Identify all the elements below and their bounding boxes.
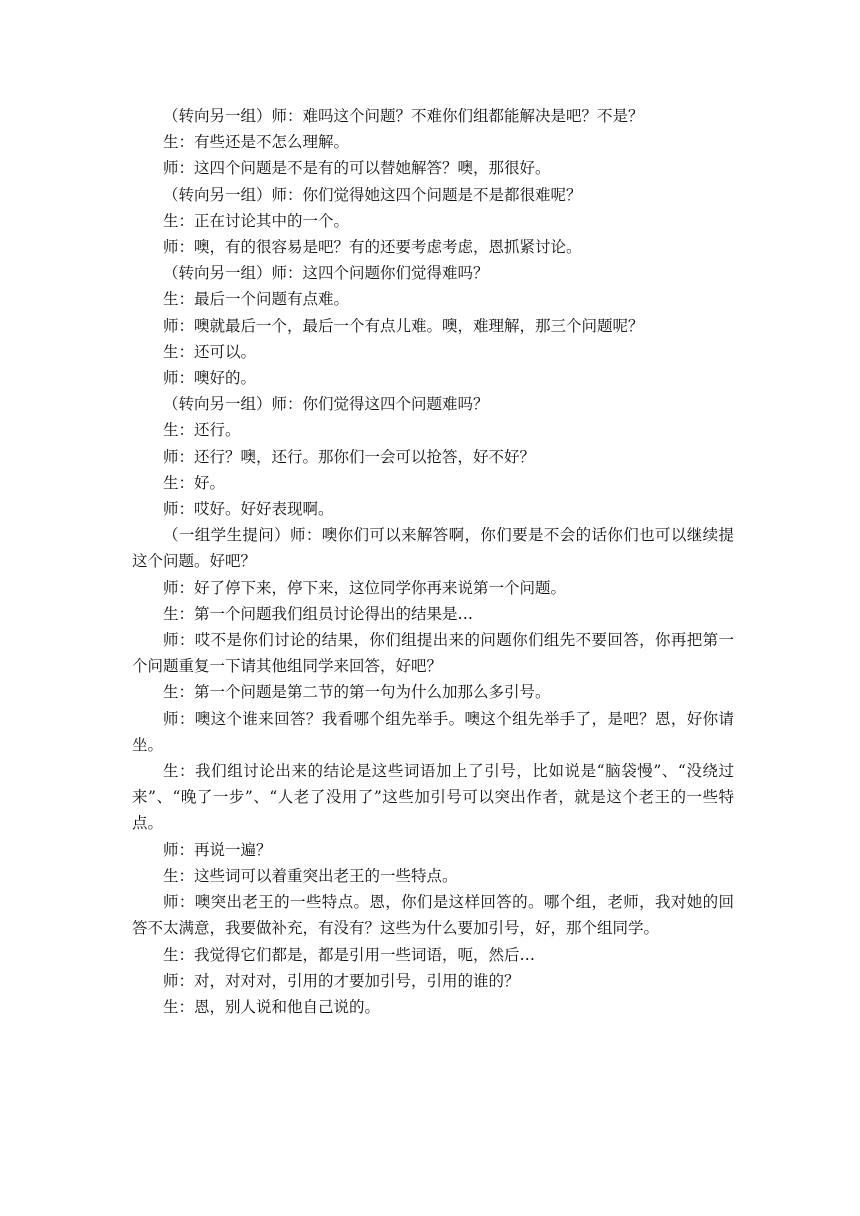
paragraph: 师：好了停下来，停下来，这位同学你再来说第一个问题。	[163, 578, 567, 597]
paragraph: 师：噢这个谁来回答？我看哪个组先举手。噢这个组先举手了，是吧？恩，好你请坐。	[132, 709, 734, 754]
transcript-body	[132, 103, 734, 1020]
paragraph: （转向另一组）师：这四个问题你们觉得难吗？	[163, 264, 489, 283]
paragraph: 生：这些词可以着重突出老王的一些特点。	[163, 866, 458, 885]
paragraph: 生：我觉得它们都是，都是引用一些词语，呃，然后…	[163, 945, 536, 964]
paragraph: 生：还行。	[163, 421, 241, 440]
paragraph: 师：噢，有的很容易是吧？有的还要考虑考虑，恩抓紧讨论。	[163, 238, 582, 257]
paragraph: （转向另一组）师：你们觉得她这四个问题是不是都很难呢？	[163, 185, 582, 204]
paragraph: 生：第一个问题我们组员讨论得出的结果是…	[163, 604, 474, 623]
paragraph: 师：再说一遍？	[163, 840, 272, 859]
paragraph: 师：对，对对对，引用的才要加引号，引用的谁的？	[163, 971, 520, 990]
paragraph: （转向另一组）师：难吗这个问题？不难你们组都能解决是吧？不是？	[163, 107, 644, 125]
paragraph: 师：这四个问题是不是有的可以替她解答？噢，那很好。	[163, 159, 551, 178]
paragraph: 师：噢好的。	[163, 369, 257, 388]
paragraph: 师：哎不是你们讨论的结果，你们组提出来的问题你们组先不要回答，你再把第一个问题重复一下请其他组同学来回答，好吧？	[132, 631, 734, 676]
paragraph: 生：还可以。	[163, 342, 257, 361]
paragraph: 生：恩，别人说和他自己说的。	[163, 997, 381, 1016]
paragraph: 生：有些还是不怎么理解。	[163, 133, 350, 152]
paragraph: 生：最后一个问题有点难。	[163, 290, 350, 309]
paragraph: 师：噢突出老王的一些特点。恩，你们是这样回答的。哪个组，老师，我对她的回答不太满意，我要做补充，有没有？这些为什么要加引号，好，那个组同学。	[132, 893, 734, 938]
paragraph: （转向另一组）师：你们觉得这四个问题难吗？	[163, 395, 489, 414]
paragraph: 师：哎好。好好表现啊。	[163, 500, 334, 519]
paragraph: （一组学生提问）师：噢你们可以来解答啊，你们要是不会的话你们也可以继续提这个问题。好吧？	[132, 526, 734, 571]
paragraph: 师：噢就最后一个，最后一个有点儿难。噢，难理解，那三个问题呢？	[163, 316, 644, 335]
paragraph: 生：我们组讨论出来的结论是这些词语加上了引号，比如说是“脑袋慢”、“没绕过来”、“晚了一步”、“人老了没用了”这些加引号可以突出作者，就是这个老王的一些特点。	[132, 762, 734, 833]
paragraph: 生：第一个问题是第二节的第一句为什么加那么多引号。	[163, 683, 551, 702]
paragraph: 生：正在讨论其中的一个。	[163, 211, 350, 230]
paragraph: 生：好。	[163, 473, 226, 492]
paragraph: 师：还行？噢，还行。那你们一会可以抢答，好不好？	[163, 447, 536, 466]
